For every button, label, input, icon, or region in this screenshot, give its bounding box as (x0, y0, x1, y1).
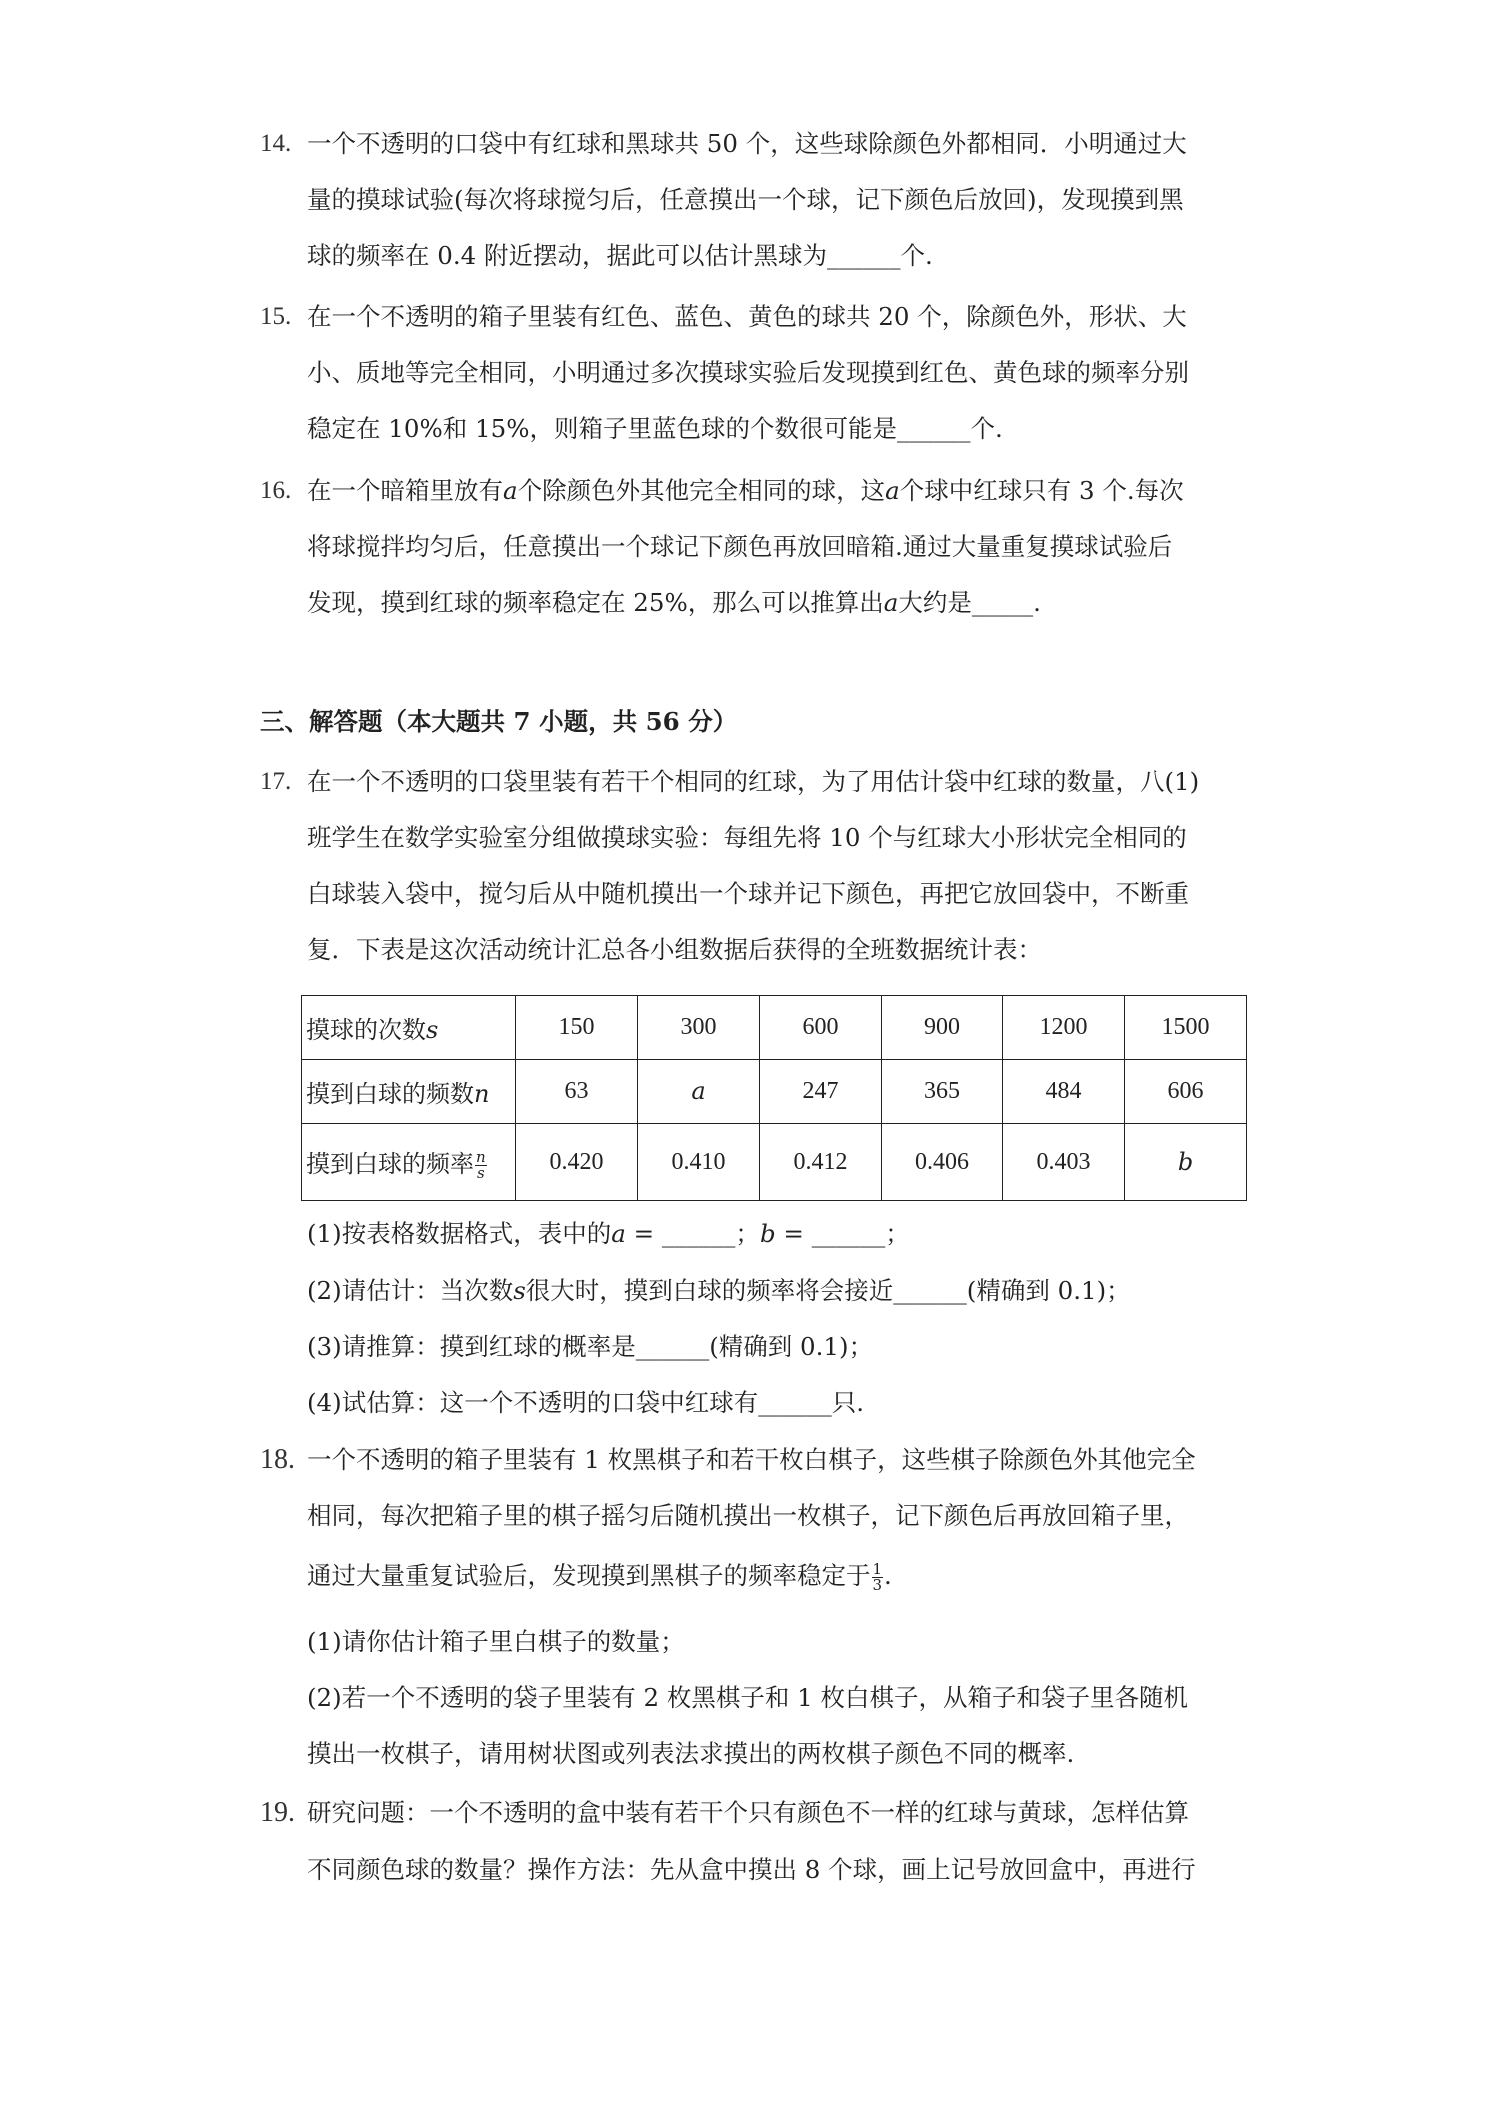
question-text-line: 将球搅拌均匀后，任意摸出一个球记下颜色再放回暗箱.通过大量重复摸球试验后 (307, 532, 1173, 561)
question-number: 18. (260, 1444, 295, 1475)
sub-question: (2)请估计：当次数s很大时，摸到白球的频率将会接近______(精确到 0.1)； (307, 1276, 1131, 1305)
table-row (302, 1060, 1247, 1124)
question-number: 14. (260, 130, 292, 157)
row-header: 摸球的次数s (302, 996, 516, 1060)
table-cell: 150 (516, 996, 638, 1060)
sub-question: 摸出一枚棋子，请用树状图或列表法求摸出的两枚棋子颜色不同的概率. (307, 1739, 1075, 1768)
question-text-line: 量的摸球试验(每次将球搅匀后，任意摸出一个球，记下颜色后放回)，发现摸到黑 (307, 185, 1184, 214)
table-cell: 484 (1003, 1060, 1125, 1124)
table-row (302, 1124, 1247, 1201)
question-text-line: 不同颜色球的数量？操作方法：先从盒中摸出 8 个球，画上记号放回盒中，再进行 (307, 1855, 1196, 1884)
variable-a: a (503, 476, 518, 505)
data-table (301, 995, 1247, 1201)
question-number: 16. (260, 477, 292, 504)
question-text-line: 发现，摸到红球的频率稳定在 25%，那么可以推算出a大约是_____. (307, 588, 1041, 617)
question-text-line: 白球装入袋中，搅匀后从中随机摸出一个球并记下颜色，再把它放回袋中，不断重 (307, 879, 1189, 908)
question-text-line: 在一个不透明的箱子里装有红色、蓝色、黄色的球共 20 个，除颜色外，形状、大 (307, 302, 1187, 331)
table-cell: b (1125, 1124, 1247, 1201)
table-cell: 300 (638, 996, 760, 1060)
question-number: 17. (260, 768, 292, 795)
table-cell: 0.406 (882, 1124, 1003, 1201)
question-text-line: 在一个暗箱里放有a个除颜色外其他完全相同的球，这a个球中红球只有 3 个.每次 (307, 476, 1184, 505)
sub-question: (1)请你估计箱子里白棋子的数量； (307, 1627, 685, 1656)
table-cell: 0.412 (760, 1124, 882, 1201)
row-header: 摸到白球的频率 $\frac{n}{s}$ (302, 1124, 516, 1201)
table-cell: 247 (760, 1060, 882, 1124)
question-text-line: 稳定在 10%和 15%，则箱子里蓝色球的个数很可能是______个. (307, 414, 1003, 443)
fraction: $\frac{n}{s}$ (476, 1147, 486, 1182)
sub-question: (2)若一个不透明的袋子里装有 2 枚黑棋子和 1 枚白棋子，从箱子和袋子里各随机 (307, 1683, 1189, 1712)
question-text-line: 球的频率在 0.4 附近摆动，据此可以估计黑球为______个. (307, 241, 933, 270)
variable-a: a (883, 588, 899, 617)
question-text-line: 复．下表是这次活动统计汇总各小组数据后获得的全班数据统计表： (307, 935, 1042, 964)
question-text-line: 一个不透明的口袋中有红球和黑球共 50 个，这些球除颜色外都相同．小明通过大 (307, 129, 1187, 158)
row-header: 摸到白球的频数n (302, 1060, 516, 1124)
table-cell: 0.410 (638, 1124, 760, 1201)
table-row (302, 996, 1247, 1060)
sub-question: (1)按表格数据格式，表中的a = ______；b = ______； (307, 1219, 910, 1248)
table-cell: 600 (760, 996, 882, 1060)
table-cell: a (638, 1060, 760, 1124)
question-text-line: 班学生在数学实验室分组做摸球实验：每组先将 10 个与红球大小形状完全相同的 (307, 823, 1187, 852)
question-text-line: 在一个不透明的口袋里装有若干个相同的红球，为了用估计袋中红球的数量，八(1) (307, 767, 1200, 796)
question-text-line: 小、质地等完全相同，小明通过多次摸球实验后发现摸到红色、黄色球的频率分别 (307, 358, 1189, 387)
table-cell: 0.403 (1003, 1124, 1125, 1201)
question-text-line: 一个不透明的箱子里装有 1 枚黑棋子和若干枚白棋子，这些棋子除颜色外其他完全 (307, 1445, 1196, 1474)
sub-question: (4)试估算：这一个不透明的口袋中红球有______只. (307, 1388, 864, 1417)
table-cell: 1500 (1125, 996, 1247, 1060)
table-cell: 0.420 (516, 1124, 638, 1201)
variable-a: a (885, 476, 900, 505)
question-text-line: 相同，每次把箱子里的棋子摇匀后随机摸出一枚棋子，记下颜色后再放回箱子里， (307, 1501, 1189, 1530)
question-number: 19. (260, 1797, 295, 1828)
table-cell: 900 (882, 996, 1003, 1060)
table-cell: 63 (516, 1060, 638, 1124)
table-cell: 1200 (1003, 996, 1125, 1060)
table-cell: 365 (882, 1060, 1003, 1124)
fraction: $\frac{1}{3}$ (872, 1560, 883, 1594)
question-number: 15. (260, 303, 292, 330)
table-cell: 606 (1125, 1060, 1247, 1124)
question-text-line: 研究问题：一个不透明的盒中装有若干个只有颜色不一样的红球与黄球，怎样估算 (307, 1798, 1189, 1827)
section-heading: 三、解答题（本大题共 7 小题，共 56 分） (260, 707, 738, 736)
sub-question: (3)请推算：摸到红球的概率是______(精确到 0.1)； (307, 1332, 874, 1361)
question-text-line: 通过大量重复试验后，发现摸到黑棋子的频率稳定于 $\frac{1}{3}$ . (307, 1560, 892, 1594)
